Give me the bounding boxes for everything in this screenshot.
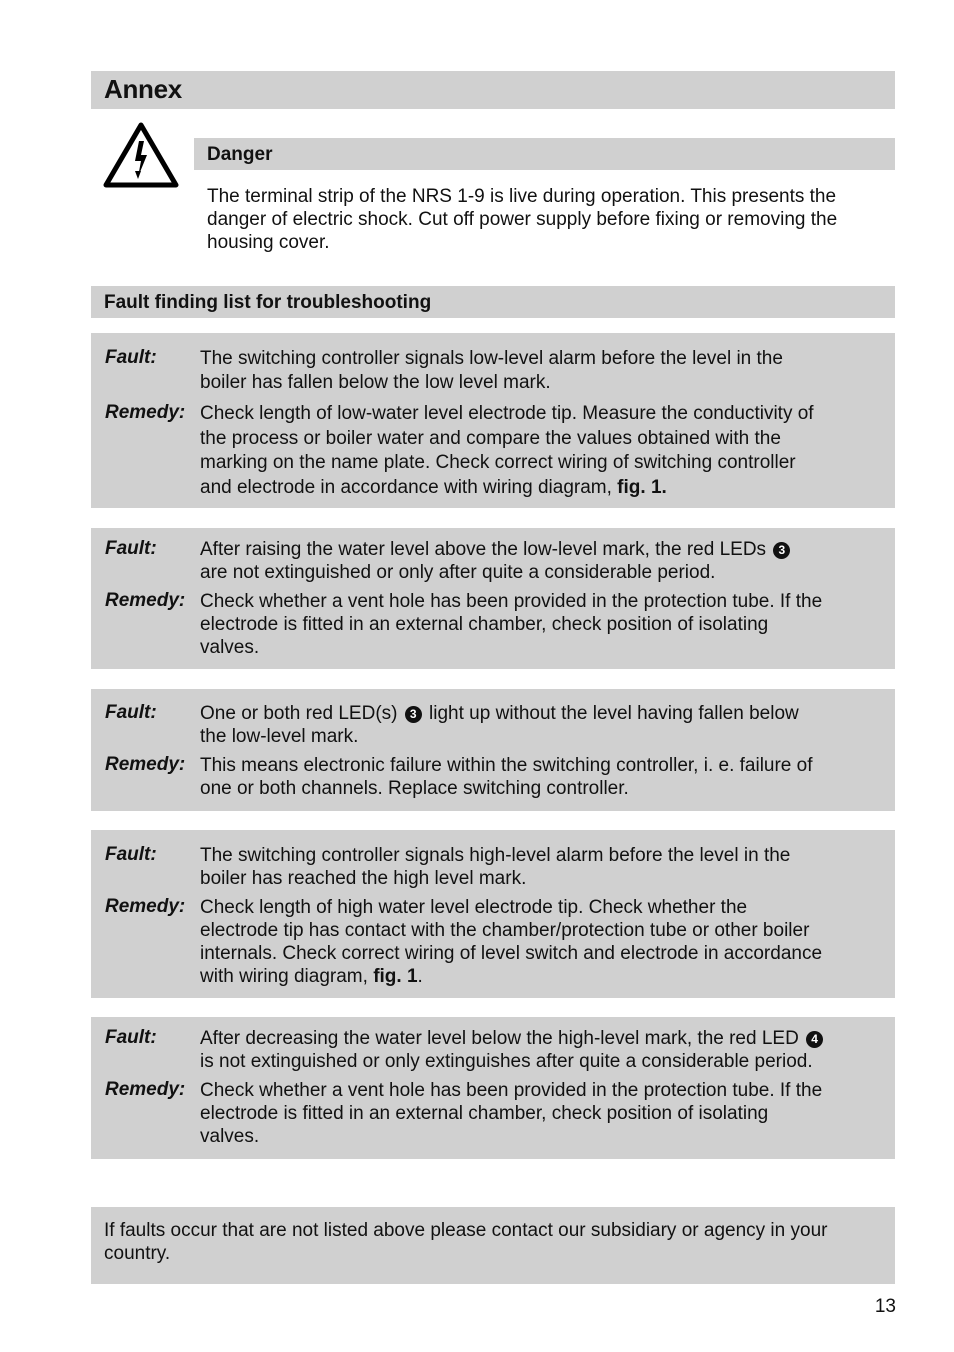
- text-line: Check whether a vent hole has been provided in the protection tube. If the: [200, 1080, 823, 1101]
- fault-block: [91, 333, 895, 508]
- remedy-text: [200, 402, 884, 501]
- fault-block: [91, 689, 895, 811]
- text-line: valves.: [200, 1126, 260, 1147]
- fault-text: [200, 347, 884, 395]
- text-line: Check length of high water level electrode tip. Check whether the: [200, 897, 748, 918]
- text-line: [200, 702, 884, 725]
- led-marker-3: 3: [773, 542, 790, 559]
- text-part: After raising the water level above the low-level mark, the red LEDs: [200, 539, 767, 560]
- electric-shock-warning-icon: [102, 121, 180, 189]
- text-part: One or both red LED(s): [200, 703, 398, 724]
- danger-header-bar: [194, 138, 895, 170]
- fault-block: [91, 830, 895, 998]
- text-line: Check length of low-water level electrode tip. Measure the conductivity of: [200, 403, 814, 424]
- text-line: valves.: [200, 637, 260, 658]
- section-header-bar: [91, 71, 895, 109]
- text-line: marking on the name plate. Check correct wiring of switching controller: [200, 452, 796, 474]
- text-line: This means electronic failure within the switching controller, i. e. failure of: [200, 755, 813, 776]
- text-part: light up without the level having fallen below: [429, 703, 799, 724]
- text-line: are not extinguished or only after quite a considerable period.: [200, 562, 716, 583]
- remedy-label: Remedy:: [105, 590, 186, 611]
- contact-note-box: [91, 1207, 895, 1284]
- fault-label: Fault:: [105, 1027, 157, 1048]
- remedy-label: Remedy:: [105, 1079, 186, 1100]
- fault-block: [91, 528, 895, 669]
- fault-text: [200, 702, 884, 748]
- figure-reference: fig. 1.: [617, 477, 667, 499]
- text-line: the process or boiler water and compare the values obtained with the: [200, 427, 781, 449]
- fault-text: [200, 844, 884, 890]
- fault-list-title: Fault finding list for troubleshooting: [104, 292, 432, 313]
- remedy-text: [200, 590, 884, 659]
- fault-list-header-bar: [91, 286, 895, 318]
- text-part: .: [417, 966, 423, 987]
- fault-label: Fault:: [105, 702, 157, 723]
- text-part: and electrode in accordance with wiring diagram,: [200, 477, 612, 499]
- remedy-label: Remedy:: [105, 754, 186, 775]
- text-line: boiler has fallen below the low level mark.: [200, 372, 551, 393]
- fault-text: [200, 1027, 884, 1073]
- text-line: electrode is fitted in an external chamber, check position of isolating: [200, 614, 769, 635]
- remedy-text: [200, 896, 884, 988]
- text-line: The switching controller signals high-level alarm before the level in the: [200, 845, 791, 866]
- text-line: The switching controller signals low-level alarm before the level in the: [200, 348, 783, 369]
- text-line: the low-level mark.: [200, 726, 359, 747]
- section-title: Annex: [104, 74, 182, 104]
- text-line: boiler has reached the high level mark.: [200, 868, 527, 889]
- text-line: [200, 965, 884, 988]
- text-line: one or both channels. Replace switching controller.: [200, 778, 629, 799]
- text-line: [200, 1027, 884, 1050]
- text-line: electrode is fitted in an external chamber, check position of isolating: [200, 1103, 769, 1124]
- text-part: After decreasing the water level below the high-level mark, the red LED: [200, 1028, 799, 1049]
- remedy-text: [200, 754, 884, 800]
- fault-label: Fault:: [105, 538, 157, 559]
- page-number: 13: [874, 1296, 896, 1317]
- danger-text: The terminal strip of the NRS 1-9 is live during operation. This presents the danger of electric shock. Cut off power supply before fixing or removing the housing cover.: [207, 186, 838, 253]
- fault-label: Fault:: [105, 844, 157, 865]
- text-line: Check whether a vent hole has been provided in the protection tube. If the: [200, 591, 823, 612]
- figure-reference: fig. 1: [373, 966, 418, 987]
- remedy-text: [200, 1079, 884, 1148]
- text-line: electrode tip has contact with the chamber/protection tube or other boiler: [200, 920, 810, 941]
- text-line: [200, 538, 884, 561]
- remedy-label: Remedy:: [105, 896, 186, 917]
- remedy-label: Remedy:: [105, 402, 186, 423]
- text-part: with wiring diagram,: [200, 966, 368, 987]
- text-line: [200, 476, 884, 501]
- contact-note: If faults occur that are not listed above please contact our subsidiary or agency in your country.: [104, 1220, 828, 1264]
- text-line: is not extinguished or only extinguishes after quite a considerable period.: [200, 1051, 813, 1072]
- led-marker-3: 3: [405, 706, 422, 723]
- led-marker-4: 4: [806, 1031, 823, 1048]
- text-line: internals. Check correct wiring of level switch and electrode in accordance: [200, 943, 823, 964]
- fault-text: [200, 538, 884, 584]
- danger-title: Danger: [207, 144, 273, 165]
- fault-block: [91, 1017, 895, 1159]
- fault-label: Fault:: [105, 347, 157, 368]
